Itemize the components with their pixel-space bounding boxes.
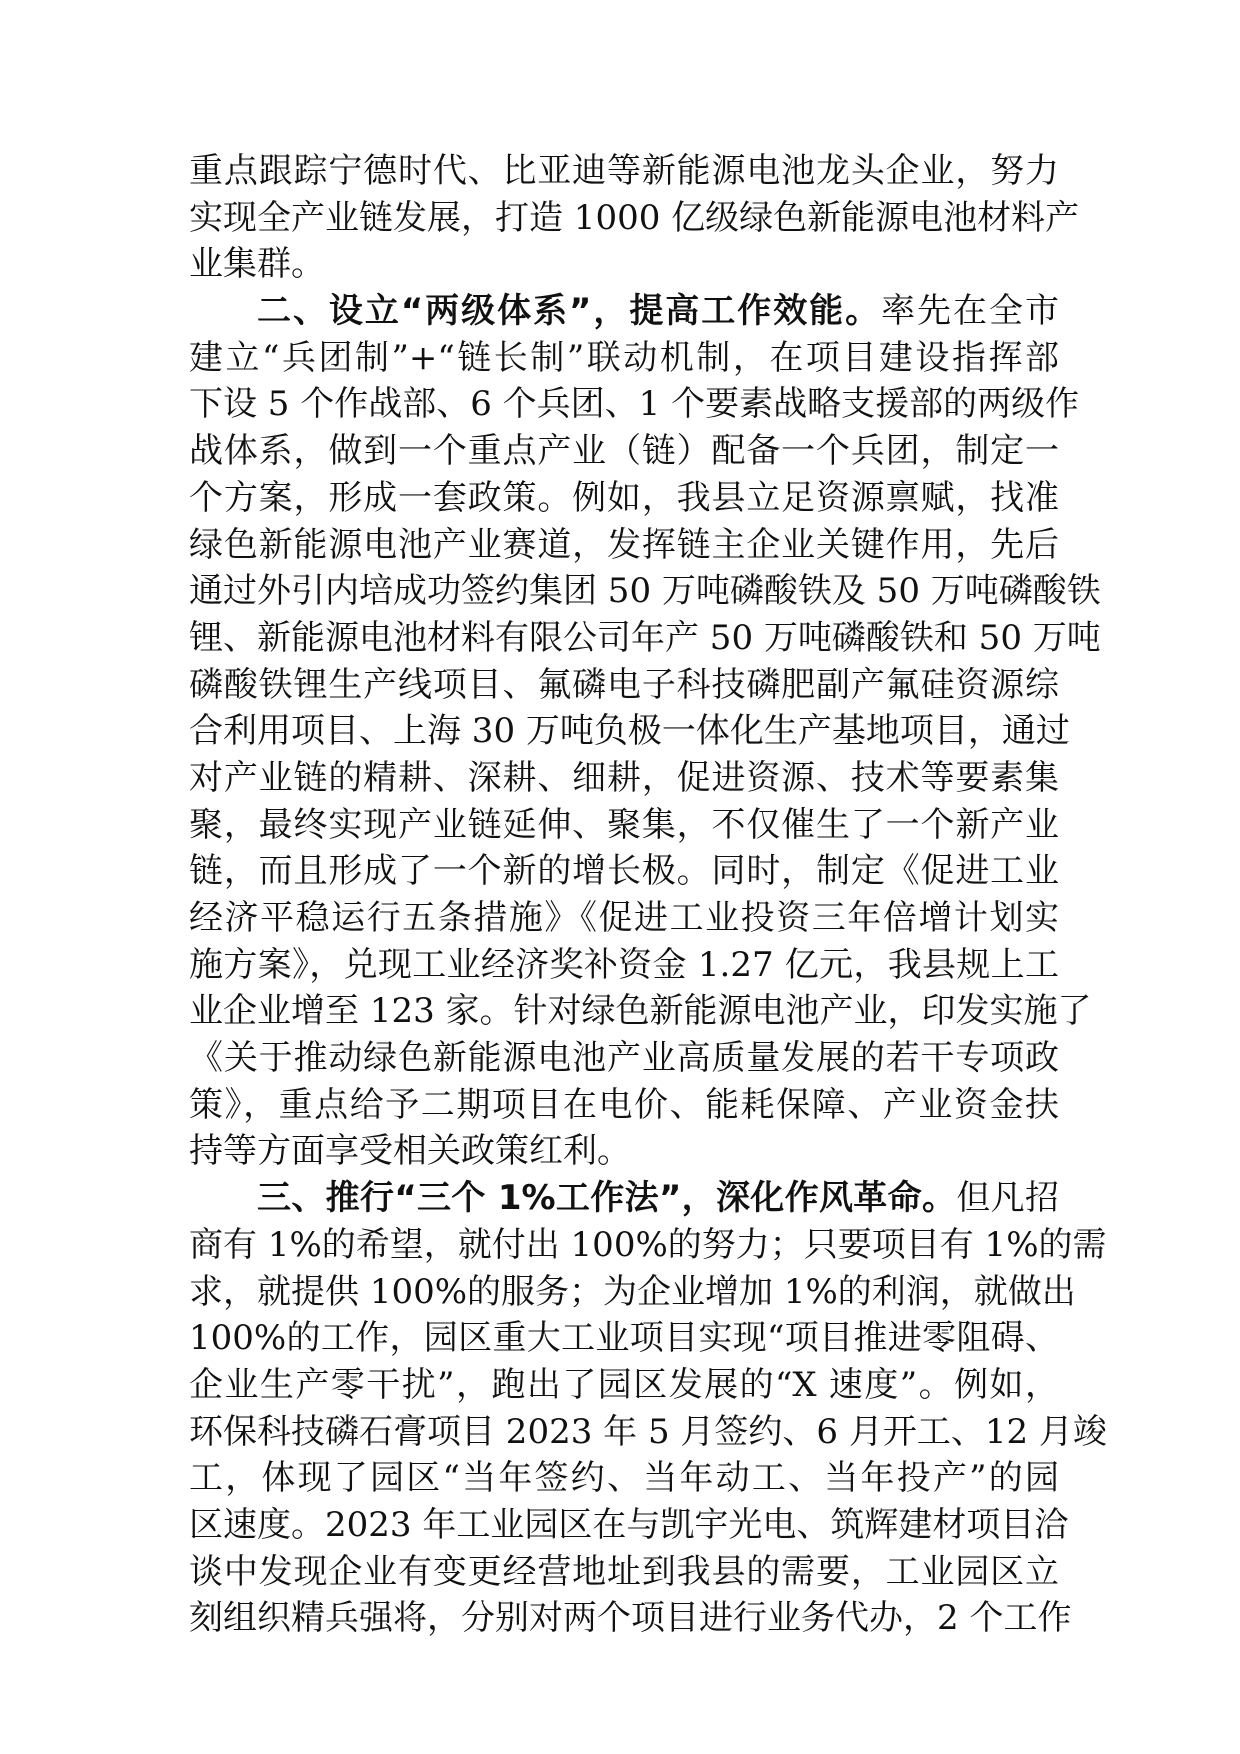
text-line: 个方案，形成一套政策。例如，我县立足资源禀赋，找准 [189, 477, 1059, 518]
text-line: 锂、新能源电池材料有限公司年产 50 万吨磷酸铁和 50 万吨 [189, 617, 1101, 658]
text-line: 策》，重点给予二期项目在电价、能耗保障、产业资金扶 [189, 1084, 1059, 1125]
text-line: 建立“兵团制”+“链长制”联动机制，在项目建设指挥部 [189, 337, 1059, 378]
text-line: 聚，最终实现产业链延伸、聚集，不仅催生了一个新产业 [189, 804, 1059, 845]
text-line: 工，体现了园区“当年签约、当年动工、当年投产”的园 [189, 1458, 1059, 1499]
text-line: 战体系，做到一个重点产业（链）配备一个兵团，制定一 [189, 431, 1059, 472]
text-line: 企业生产零干扰”，跑出了园区发展的“X 速度”。例如， [189, 1364, 1059, 1405]
text-line [189, 1175, 1059, 1222]
paragraph-heading: 二、设立“两级体系”，提高工作效能。 [257, 291, 882, 332]
text-run: 但凡招 [956, 1178, 1059, 1219]
text-line: 施方案》，兑现工业经济奖补资金 1.27 亿元，我县规上工 [189, 944, 1059, 985]
text-line: 经济平稳运行五条措施》《促进工业投资三年倍增计划实 [189, 898, 1059, 938]
text-line: 业集群。 [189, 244, 325, 285]
text-line: 对产业链的精耕、深耕、细耕，促进资源、技术等要素集 [189, 757, 1059, 798]
text-line: 合利用项目、上海 30 万吨负极一体化生产基地项目，通过 [189, 711, 1070, 752]
text-line [189, 288, 1059, 335]
text-line: 重点跟踪宁德时代、比亚迪等新能源电池龙头企业，努力 [189, 151, 1059, 191]
paragraph-1 [189, 148, 1080, 288]
text-line: 下设 5 个作战部、6 个兵团、1 个要素战略支援部的两级作 [189, 384, 1080, 425]
text-line: 磷酸铁锂生产线项目、氟磷电子科技磷肥副产氟硅资源综 [189, 664, 1059, 705]
document-body [189, 148, 1107, 1642]
text-line: 环保科技磷石膏项目 2023 年 5 月签约、6 月开工、12 月竣 [189, 1411, 1107, 1452]
text-line: 实现全产业链发展，打造 1000 亿级绿色新能源电池材料产 [189, 197, 1080, 238]
text-line: 区速度。2023 年工业园区在与凯宇光电、筑辉建材项目洽 [189, 1504, 1069, 1545]
paragraph-2 [189, 288, 1101, 1175]
text-run: 率先在全市 [881, 291, 1059, 332]
text-line: 求，就提供 100%的服务；为企业增加 1%的利润，就做出 [189, 1271, 1076, 1312]
text-line: 《关于推动绿色新能源电池产业高质量发展的若干专项政 [189, 1038, 1059, 1079]
paragraph-heading: 三、推行“三个 1%工作法”，深化作风革命。 [257, 1178, 957, 1219]
text-line: 商有 1%的希望，就付出 100%的努力；只要项目有 1%的需 [189, 1224, 1107, 1265]
paragraph-3 [189, 1175, 1107, 1642]
text-line: 谈中发现企业有变更经营地址到我县的需要，工业园区立 [189, 1551, 1059, 1592]
text-line: 绿色新能源电池产业赛道，发挥链主企业关键作用，先后 [189, 524, 1059, 565]
text-line: 刻组织精兵强将，分别对两个项目进行业务代办，2 个工作 [189, 1598, 1072, 1639]
text-line: 100%的工作，园区重大工业项目实现“项目推进零阻碍、 [189, 1318, 1059, 1359]
text-line: 业企业增至 123 家。针对绿色新能源电池产业，印发实施了 [189, 991, 1092, 1032]
text-line: 持等方面享受相关政策红利。 [189, 1131, 631, 1172]
text-line: 通过外引内培成功签约集团 50 万吨磷酸铁及 50 万吨磷酸铁 [189, 571, 1101, 612]
text-line: 链，而且形成了一个新的增长极。同时，制定《促进工业 [189, 851, 1059, 892]
